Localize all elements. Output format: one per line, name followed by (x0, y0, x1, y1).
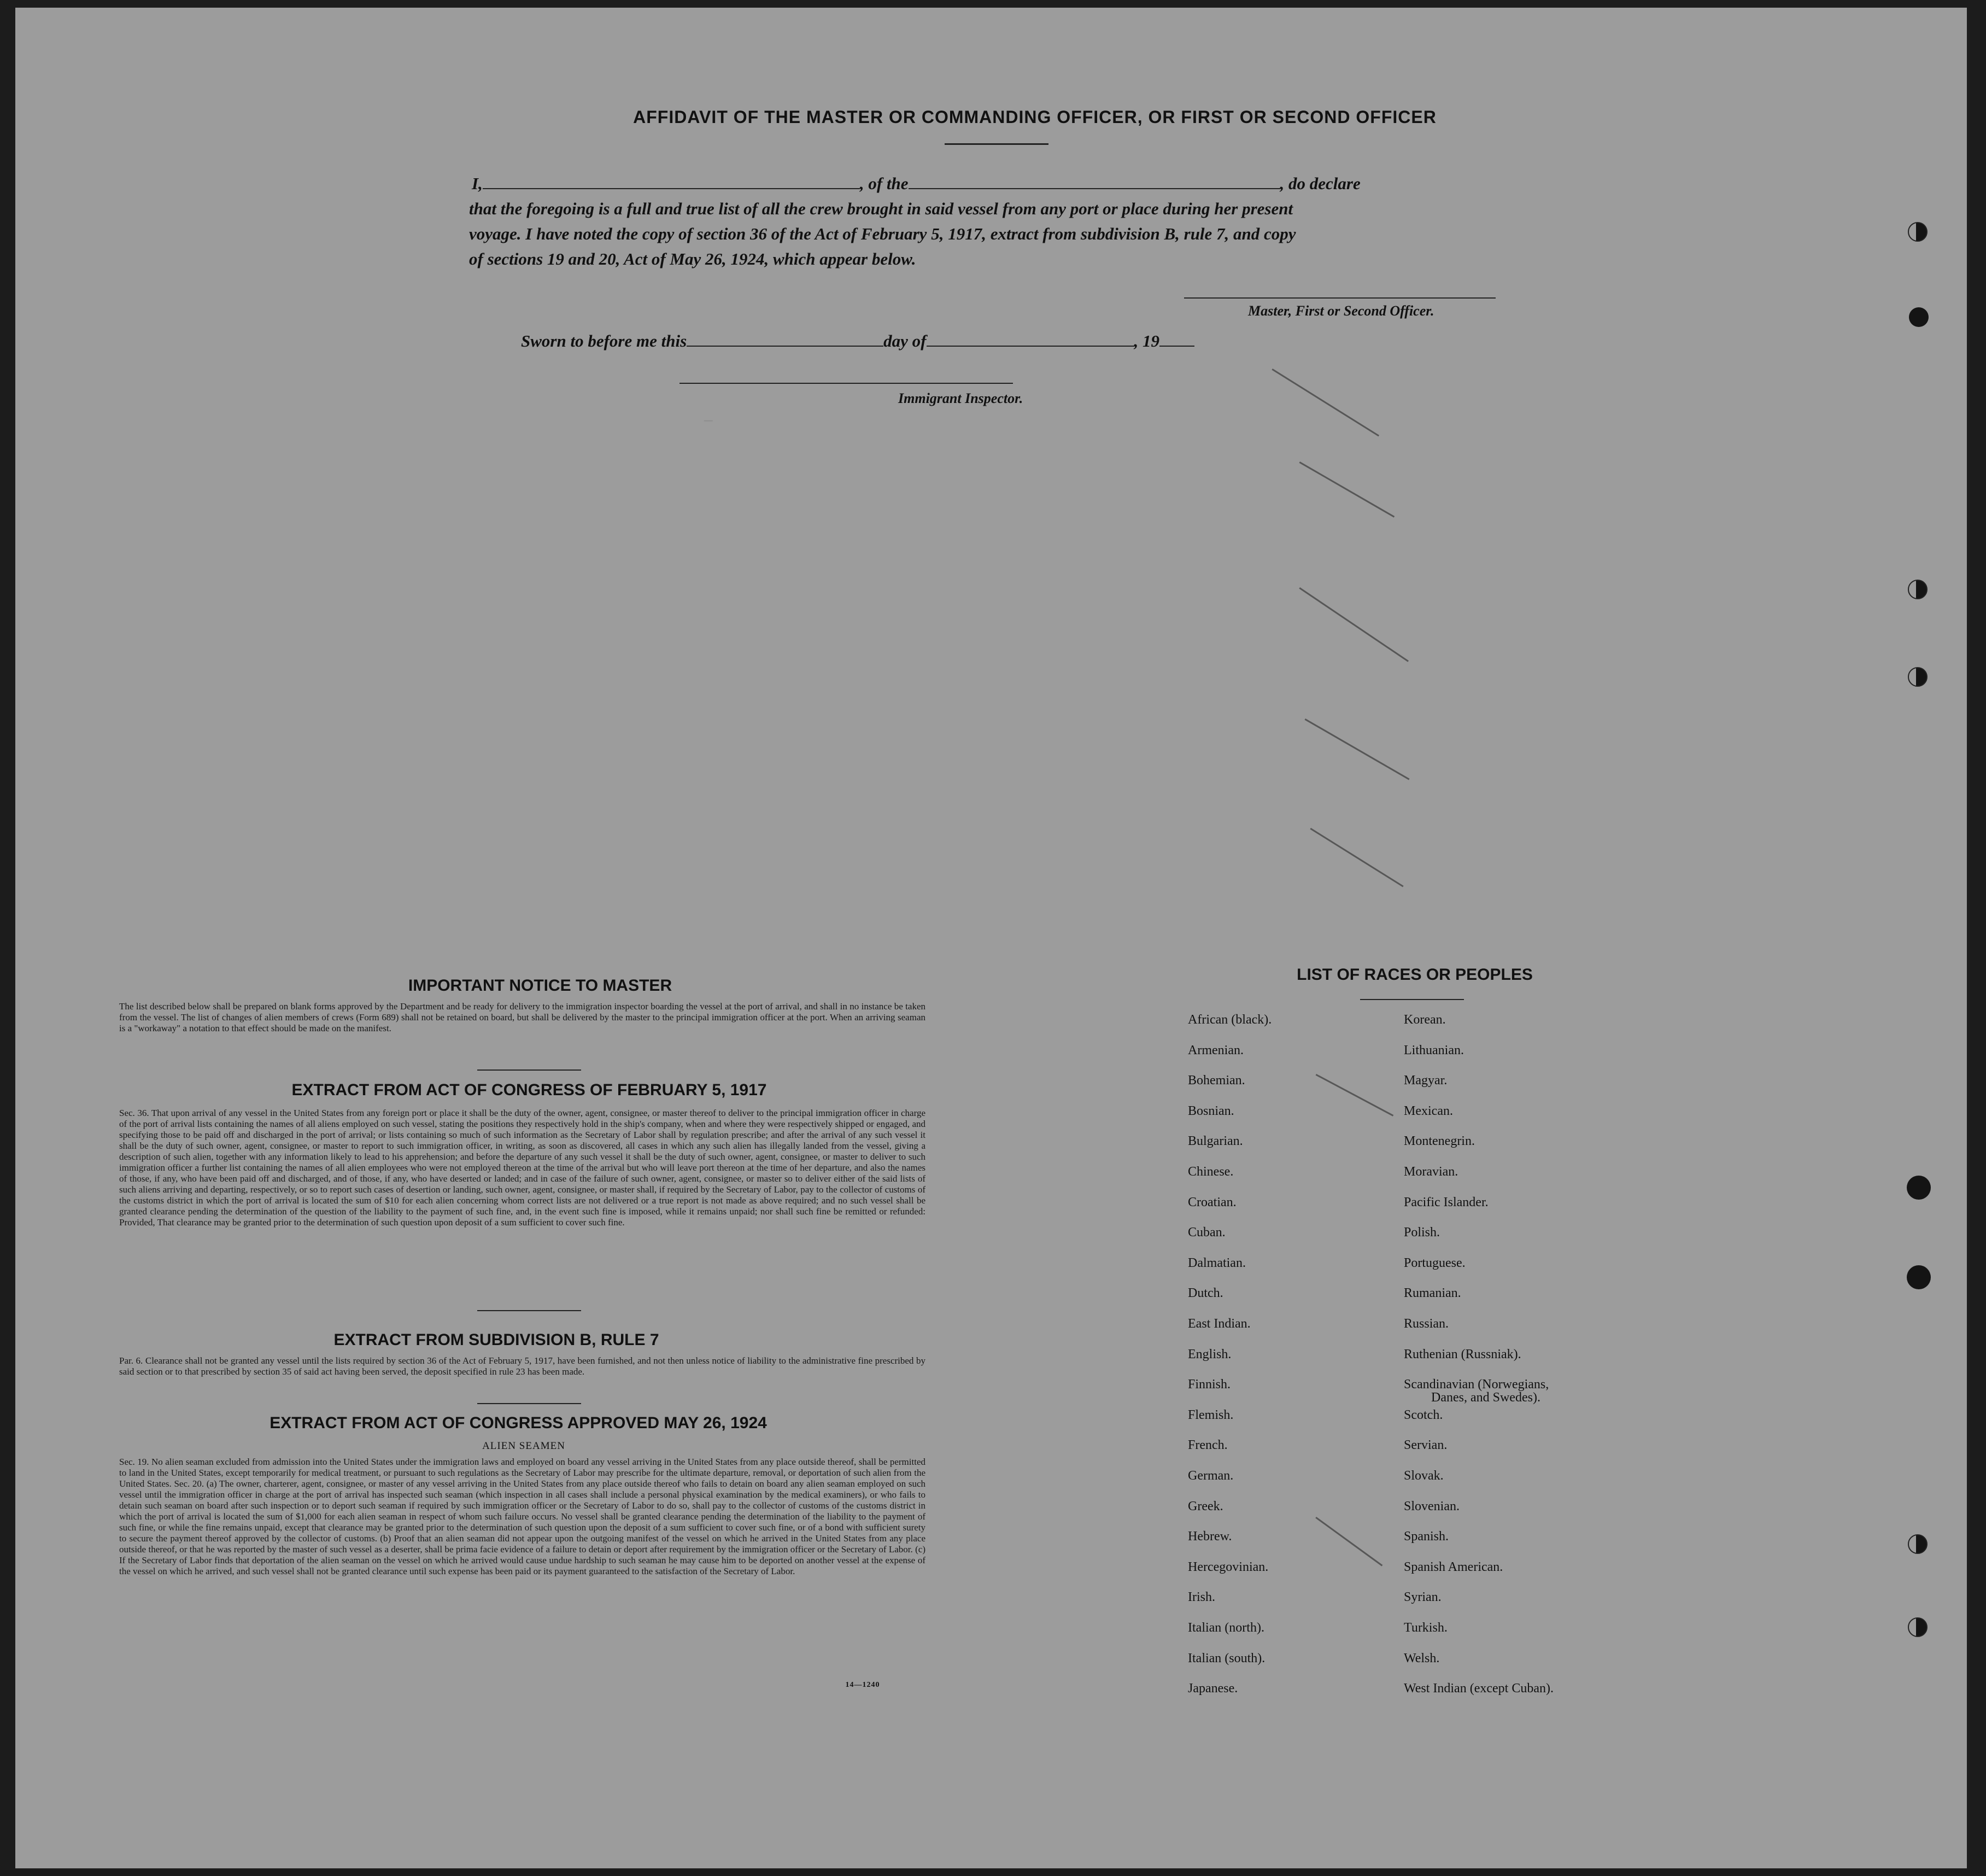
binder-hole (1908, 667, 1928, 687)
binder-hole (1907, 1265, 1931, 1289)
race-item: Magyar. (1404, 1073, 1448, 1088)
declaration-of-the: , of the (859, 174, 909, 193)
race-item: East Indian. (1188, 1317, 1251, 1331)
race-item: Lithuanian. (1404, 1043, 1464, 1057)
notice-text: The list described below shall be prepared on blank forms approved by the Department and be ready for delivery to the immigration inspector boarding the vessel at the port of arrival, and shall in no instance be taken from the vessel. The list of changes of alien members of crews (Form 689) shall not be retained on board, but shall be delivered by the master to the principal immigration officer at the port. When an arriving seaman is a "workaway" a notation to that effect should be made on the manifest. (119, 1001, 925, 1033)
race-item: Danes, and Swedes). (1431, 1390, 1540, 1405)
race-item: Slovenian. (1404, 1499, 1460, 1513)
declaration-line-1 (472, 174, 1361, 194)
day-blank (687, 346, 883, 347)
race-item: German. (1188, 1469, 1234, 1483)
race-item: Dalmatian. (1188, 1255, 1246, 1270)
race-item: Finnish. (1188, 1377, 1231, 1392)
declaration-i: I, (472, 174, 483, 193)
divider (477, 1070, 581, 1071)
race-item: Polish. (1404, 1225, 1440, 1240)
form-number: 14—1240 (845, 1681, 880, 1689)
race-item: Spanish American. (1404, 1559, 1503, 1574)
sworn-line (521, 331, 1194, 351)
divider (1360, 999, 1464, 1000)
race-item: Mexican. (1404, 1103, 1453, 1118)
master-signature-label: Master, First or Second Officer. (1248, 303, 1434, 319)
alien-seamen-subtitle: ALIEN SEAMEN (482, 1440, 565, 1452)
sworn-year: , 19 (1134, 331, 1159, 350)
extract-rule7-text: Par. 6. Clearance shall not be granted any vessel until the lists required by section 36 of the Act of February 5, 1917, have been furnished, and not then unless notice of liability to the administrative fine prescribed by said section or to that prescribed by section 35 of said act having been served, the deposit specified in rule 23 has been made. (119, 1355, 925, 1377)
divider (477, 1310, 581, 1311)
declaration-line-4: of sections 19 and 20, Act of May 26, 1924, which appear below. (469, 249, 916, 268)
race-item: Irish. (1188, 1590, 1215, 1605)
race-item: Dutch. (1188, 1286, 1223, 1301)
month-blank (927, 346, 1134, 347)
binder-hole (1909, 307, 1929, 327)
race-item: Korean. (1404, 1013, 1446, 1027)
name-blank (483, 188, 860, 189)
race-item: Scotch. (1404, 1407, 1443, 1422)
race-item: Hercegovinian. (1188, 1559, 1269, 1574)
race-item: Slovak. (1404, 1469, 1444, 1483)
race-item: Bohemian. (1188, 1073, 1245, 1088)
extract-rule7-title: EXTRACT FROM SUBDIVISION B, RULE 7 (333, 1331, 659, 1349)
race-item: Portuguese. (1404, 1255, 1466, 1270)
race-item: Bulgarian. (1188, 1134, 1243, 1149)
binder-hole (1908, 1617, 1928, 1637)
year-blank (1159, 346, 1194, 347)
race-item: Moravian. (1404, 1165, 1458, 1179)
notice-title: IMPORTANT NOTICE TO MASTER (408, 977, 672, 995)
declaration-line-3: voyage. I have noted the copy of section 36 of the Act of February 5, 1917, extract from subdivision B, rule 7, and copy (469, 224, 1296, 243)
race-item: Ruthenian (Russniak). (1404, 1347, 1521, 1361)
race-item: West Indian (except Cuban). (1404, 1681, 1554, 1696)
race-item: Turkish. (1404, 1621, 1448, 1635)
race-item: Montenegrin. (1404, 1134, 1475, 1149)
race-item: African (black). (1188, 1013, 1272, 1027)
race-item: Syrian. (1404, 1590, 1442, 1605)
race-item: Italian (south). (1188, 1651, 1266, 1665)
race-item: Russian. (1404, 1317, 1449, 1331)
sworn-day-of: day of (883, 331, 927, 350)
race-item: Bosnian. (1188, 1103, 1234, 1118)
binder-hole (1907, 1176, 1931, 1200)
race-item: Servian. (1404, 1438, 1448, 1453)
race-item: Italian (north). (1188, 1621, 1264, 1635)
sworn-text: Sworn to before me this (521, 331, 687, 350)
extract-1924-text: Sec. 19. No alien seaman excluded from admission into the United States under the immigration laws and employed on board any vessel arriving in the United States from any place outside thereof, shall be permitted to land in the United States, except temporarily for medical treatment, or pursuant to such regulations as the Secretary of Labor may prescribe for the ultimate departure, removal, or deportation of such alien from the United States. Sec. 20. (a) The owner, charterer, agent, consignee, or master of any vessel arriving in the United States from any place outside thereof who fails to detain on board any alien seaman employed on such vessel until the immigration officer in charge at the port of arrival has inspected such seaman (which inspection in all cases shall include a personal physical examination by the medical examiners), or who fails to detain such seaman on board after such inspection or to deport such seaman if required by such immigration officer or the Secretary of Labor to do so, shall pay to the collector of customs of the customs district in which the port of arrival is located the sum of $1,000 for each alien seaman in respect of whom such failure occurs. No vessel shall be granted clearance pending the determination of the liability to the payment of such fine, or while the fine remains unpaid, except that clearance may be granted prior to the determination of such question upon the deposit of a sum sufficient to cover such fine, or of a bond with sufficient surety to secure the payment thereof approved by the collector of customs. (b) Proof that an alien seaman did not appear upon the outgoing manifest of the vessel on which he arrived in the United States from any place outside thereof, or that he was reported by the master of such vessel as a deserter, shall be prima facie evidence of a failure to detain or deport after requirement by the immigration officer or the Secretary of Labor. (c) If the Secretary of Labor finds that deportation of the alien seaman on the vessel on which he arrived would cause undue hardship to such seaman he may cause him to be deported on another vessel at the expense of the vessel on which he arrived, and such vessel shall not be granted clearance until such expense has been paid or its payment guaranteed to the satisfaction of the Secretary of Labor. (119, 1457, 925, 1576)
divider (945, 143, 1048, 145)
declaration-line-2: that the foregoing is a full and true list of all the crew brought in said vessel from any port or place during her present (469, 199, 1293, 218)
race-item: Cuban. (1188, 1225, 1226, 1240)
race-item: Welsh. (1404, 1651, 1440, 1665)
race-item: Flemish. (1188, 1407, 1234, 1422)
extract-1917-title: EXTRACT FROM ACT OF CONGRESS OF FEBRUARY 5, 1917 (291, 1081, 767, 1099)
races-title: LIST OF RACES OR PEOPLES (1297, 966, 1533, 984)
race-item: Japanese. (1188, 1681, 1238, 1696)
extract-1917-text: Sec. 36. That upon arrival of any vessel in the United States from any foreign port or place it shall be the duty of the owner, agent, consignee, or master thereof to deliver to the principal immigration officer in charge of the port of arrival lists containing the names of all aliens employed on such vessel, stating the positions they respectively hold in the ship's company, when and where they were respectively shipped or engaged, and specifying those to be paid off and discharged in the port of arrival; or lists containing so much of such information as the Secretary of Labor shall by regulation prescribe; and after the arrival of any such vessel it shall be the duty of such owner, agent, consignee, or master to report to such immigration officer, in writing, as soon as discovered, all cases in which any such alien has illegally landed from the vessel, giving a description of such alien, together with any information likely to lead to his apprehension; and before the departure of any such vessel it shall be the duty of such owner, agent, consignee, or master to deliver to such immigration officer a further list containing the names of all alien employees who were not employed thereon at the time of the arrival but who will leave port thereon at the time of her departure, and also the names of those, if any, who have been paid off and discharged, and of those, if any, who have deserted or landed; and in case of the failure of such owner, agent, consignee, or master so to deliver either of the said lists of such aliens arriving and departing, respectively, or so to report such cases of desertion or landing, such owner, agent, consignee, or master shall, if required by the Secretary of Labor, pay to the collector of customs of the customs district in which the port of arrival is located the sum of $10 for each alien concerning whom correct lists are not delivered or a true report is not made as above required; and no such vessel shall be granted clearance pending the determination of the question of the liability to the payment of such fine, and, in the event such fine is imposed, while it remains unpaid; nor shall such fine be remitted or refunded: Provided, That clearance may be granted prior to the determination of such question upon deposit of a sum sufficient to cover such fine. (119, 1108, 925, 1228)
race-item: French. (1188, 1438, 1228, 1453)
race-item: Chinese. (1188, 1165, 1234, 1179)
race-item: Hebrew. (1188, 1529, 1232, 1544)
affidavit-title: AFFIDAVIT OF THE MASTER OR COMMANDING OFFICER, OR FIRST OR SECOND OFFICER (633, 107, 1437, 127)
race-item: Spanish. (1404, 1529, 1449, 1544)
master-signature-line (1184, 297, 1496, 299)
binder-hole (1908, 222, 1928, 242)
race-item: Scandinavian (Norwegians, (1404, 1377, 1549, 1392)
race-item: Croatian. (1188, 1195, 1237, 1209)
divider (477, 1403, 581, 1404)
race-item: Armenian. (1188, 1043, 1244, 1057)
binder-hole (1908, 580, 1928, 599)
inspector-signature-label: Immigrant Inspector. (898, 390, 1023, 406)
document-page: — AFFIDAVIT OF THE MASTER OR COMMANDING OFFICER, OR FIRST OR SECOND OFFICER I, , of the , do declare that the foregoing is a full and true list of all the crew brought in said vessel from any port or place during her present voyage. I have noted the copy of section 36 of the Act of February 5, 1917, extract from subdivision B, rule 7, and copy of sections 19 and 20, Act of May 26, 1924, which appear below. Master, First or Second Officer. Sworn to before me this day of , 19 Immigrant Inspector. IMPORTANT NOTICE TO MASTER The list described below shall be prepared on blank forms approved by the Department and be ready for delivery to the immigration inspector boarding the vessel at the port of arrival, and shall in no instance be taken from the vessel. The list of changes of alien members of crews (Form 689) shall not be retained on board, but shall be delivered by the master to the principal immigration officer at the port. When an arriving seaman is a "workaway" a notation to that effect should be made on the manifest. EXTRACT FROM ACT OF CONGRESS OF FEBRUARY 5, 1917 Sec. 36. That upon arrival of any vessel in the United States from any foreign port or place it shall be the duty of the owner, agent, consignee, or master thereof to deliver to the principal immigration officer in charge of the port of arrival lists containing the names of all aliens employed on such vessel, stating the positions they respectively hold in the ship's company, when and where they were respectively shipped or engaged, and specifying those to be paid off and discharged in the port of arrival; or lists containing so much of such information as the Secretary of Labor shall by regulation prescribe; and after the arrival of any such vessel it shall be the duty of such owner, agent, consignee, or master to report to such immigration officer, in writing, as soon as discovered, all cases in which any such alien has illegally landed from the vessel, giving a description of such alien, together with any information likely to lead to his apprehension; and before the departure of any such vessel it shall be the duty of such owner, agent, consignee, or master to deliver to such immigration officer a further list containing the names of all alien employees who were not employed thereon at the time of the arrival but who will leave port thereon at the time of her departure, and also the names of those, if any, who have been paid off and discharged, and of those, if any, who have deserted or landed; and in case of the failure of such owner, agent, consignee, or master so to deliver either of the said lists of such aliens arriving and departing, respectively, or so to report such cases of desertion or landing, such owner, agent, consignee, or master shall, if required by the Secretary of Labor, pay to the collector of customs of the customs district in which the port of arrival is located the sum of $10 for each alien concerning whom correct lists are not delivered or a true report is not made as above required; and no such vessel shall be granted clearance pending the determination of the question of the liability to the payment of such fine, and, in the event such fine is imposed, while it remains unpaid; nor shall such fine be remitted or refunded: Provided, That clearance may be granted prior to the determination of such question upon deposit of a sum sufficient to cover such fine. EXTRACT FROM SUBDIVISION B, RULE 7 Par. 6. Clearance shall not be granted any vessel until the lists required by section 36 of the Act of February 5, 1917, have been furnished, and not then unless notice of liability to the administrative fine prescribed by said section or to that prescribed by section 35 of said act having been served, the deposit specified in rule 23 has been made. EXTRACT FROM ACT OF CONGRESS APPROVED MAY 26, 1924 ALIEN SEAMEN Sec. 19. No alien seaman excluded from admission into the United States under the immigration laws and employed on board any vessel arriving in the United States from any place outside thereof, shall be permitted to land in the United States, except temporarily for medical treatment, or pursuant to such regulations as the Secretary of Labor may prescribe for the ultimate departure, removal, or deportation of such alien from the United States. Sec. 20. (a) The owner, charterer, agent, consignee, or master of any vessel arriving in the United States from any place outside thereof who fails to detain on board any alien seaman employed on such vessel until the immigration officer in charge at the port of arrival has inspected such seaman (which inspection in all cases shall include a personal physical examination by the medical examiners), or who fails to detain such seaman on board after such inspection or to deport such seaman if required by such immigration officer or the Secretary of Labor to do so, shall pay to the collector of customs of the customs district in which the port of arrival is located the sum of $1,000 for each alien seaman in respect of whom such failure occurs. No vessel shall be granted clearance pending the determination of the liability to the payment of such fine, or while the fine remains unpaid, except that clearance may be granted prior to the determination of such question upon the deposit of a sum sufficient to cover such fine, or of a bond with sufficient surety to secure the payment thereof approved by the collector of customs. (b) Proof that an alien seaman did not appear upon the outgoing manifest of the vessel on which he arrived in the United States from any place outside thereof, or that he was reported by the master of such vessel as a deserter, shall be prima facie evidence of a failure to detain or deport after requirement by the immigration officer or the Secretary of Labor. (c) If the Secretary of Labor finds that deportation of the alien seaman on the vessel on which he arrived would cause undue hardship to such seaman he may cause him to be deported on another vessel at the expense of the vessel on which he arrived, and such vessel shall not be granted clearance until such expense has been paid or its payment guaranteed to the satisfaction of the Secretary of Labor. 14—1240 LIST OF RACES OR PEOPLES African (black). Armenian. Bohemian. Bosnian. Bulgarian. Chinese. Croatian. Cuban. Dalmatian. Dutch. East Indian. English. Finnish. Flemish. French. German. Greek. Hebrew. Hercegovinian. Irish. Italian (north). Italian (south). Japanese. Korean. Lithuanian. Magyar. Mexican. Montenegrin. Moravian. Pacific Islander. Polish. Portuguese. Rumanian. Russian. Ruthenian (Russniak). Scandinavian (Norwegians, Scotch. Servian. Slovak. Slovenian. Spanish. Spanish American. Syrian. Turkish. Welsh. West Indian (except Cuban). Danes, and Swedes). (15, 8, 1967, 1868)
race-item: English. (1188, 1347, 1232, 1361)
binder-hole (1908, 1534, 1928, 1554)
race-item: Pacific Islander. (1404, 1195, 1489, 1209)
race-item: Rumanian. (1404, 1286, 1461, 1301)
declaration-do-declare: , do declare (1280, 174, 1361, 193)
extract-1924-title: EXTRACT FROM ACT OF CONGRESS APPROVED MAY 26, 1924 (270, 1414, 767, 1432)
race-item: Greek. (1188, 1499, 1223, 1513)
inspector-signature-line (679, 383, 1013, 384)
vessel-blank (909, 188, 1280, 189)
